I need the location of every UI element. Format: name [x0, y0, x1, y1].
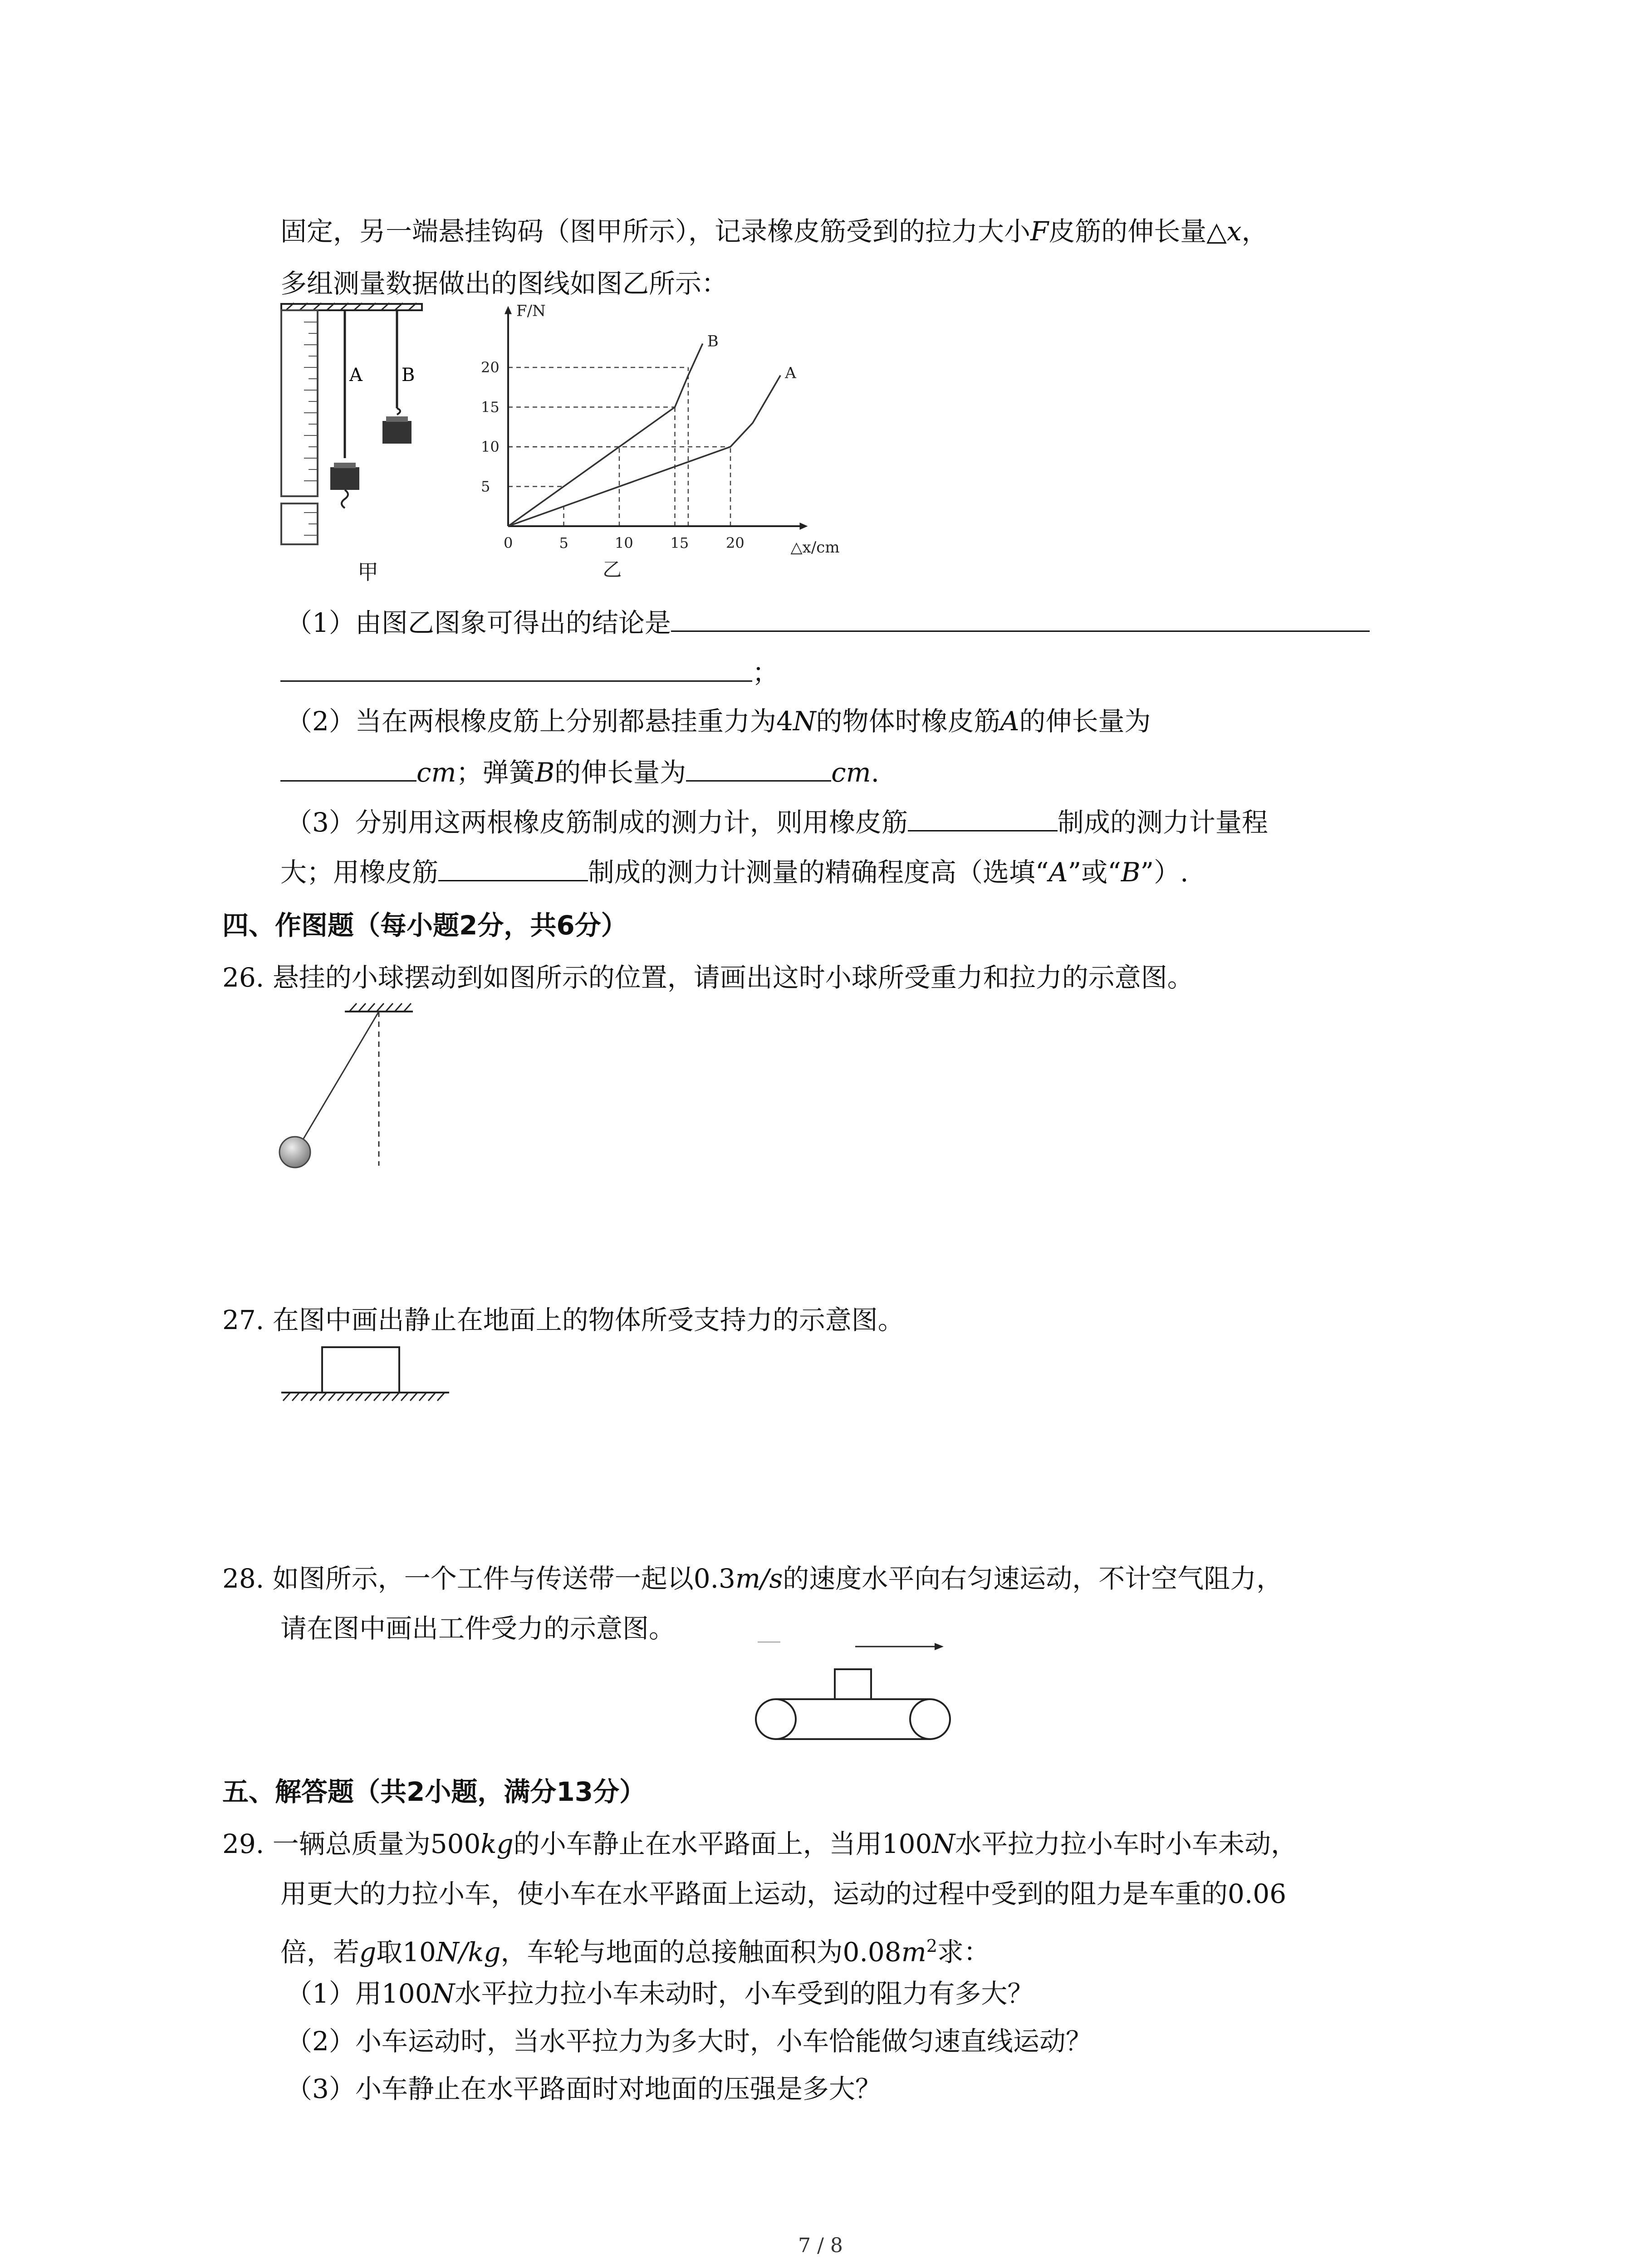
q29-text-3c: ，车轮与地面的总接触面积为0.08	[500, 1936, 901, 1968]
right-roller	[910, 1699, 950, 1739]
band-b-label: B	[402, 365, 415, 386]
y-axis-title: F/N	[516, 302, 546, 320]
answer-blank-1b[interactable]	[280, 653, 752, 682]
unit-m-per-s: m/s	[735, 1563, 783, 1594]
q25-p3-mid: 制成的测力计量程	[1057, 807, 1268, 838]
q25-part1-cont	[280, 653, 779, 691]
q25-part2-cont	[280, 753, 879, 791]
pendulum-figure	[268, 998, 422, 1179]
y-tick-label: 5	[481, 478, 490, 495]
intro-line-2: 多组测量数据做出的图线如图乙所示：	[280, 268, 728, 299]
q25-p2-dot: .	[871, 757, 880, 788]
q25-p1-text: （1）由图乙图象可得出的结论是	[286, 607, 671, 638]
q25-p1-end: ；	[752, 657, 779, 688]
y-tick-label: 20	[481, 359, 500, 376]
x-tick-label: 0	[504, 534, 513, 552]
intro-line-1	[280, 213, 1268, 249]
q28-line1	[222, 1560, 1283, 1597]
q25-p2-post2: 的伸长量为	[554, 757, 686, 788]
q25-p3-l2-post: 制成的测力计测量的精确程度高（选填“	[588, 857, 1049, 888]
q29-line2: 用更大的力拉小车，使小车在水平路面上运动，运动的过程中受到的阻力是车重的0.06	[280, 1878, 1287, 1909]
q29-number: 29.	[222, 1828, 265, 1859]
var-g: g	[359, 1936, 377, 1968]
pendulum-ball	[279, 1137, 310, 1168]
left-roller	[756, 1699, 796, 1739]
q26-text: 悬挂的小球摆动到如图所示的位置，请画出这时小球所受重力和拉力的示意图。	[272, 962, 1194, 993]
var-B: B	[535, 757, 555, 788]
q28-line2: 请在图中画出工件受力的示意图。	[280, 1613, 676, 1644]
x-tick-label: 20	[726, 534, 745, 552]
q29-s1-a: （1）用100	[286, 1978, 432, 2009]
q29-text-3b: 取10	[376, 1936, 436, 1968]
q28-number: 28.	[222, 1563, 265, 1594]
chart-caption: 乙	[603, 558, 622, 581]
y-tick-label: 10	[481, 438, 500, 455]
q27	[222, 1302, 904, 1338]
q29-sub1	[286, 1975, 1034, 2012]
block	[322, 1347, 399, 1393]
intro-text: 固定，另一端悬挂钩码（图甲所示），记录橡皮筋受到的拉力大小	[280, 216, 1031, 247]
unit-kg: kg	[480, 1828, 514, 1859]
block-on-ground-figure	[277, 1338, 454, 1411]
q29-text-3d: 求：	[937, 1936, 990, 1968]
x-tick-label: 5	[559, 534, 568, 552]
intro-text-2: 皮筋的伸长量△	[1048, 216, 1227, 247]
series-line-B	[508, 344, 703, 527]
q27-text: 在图中画出静止在地面上的物体所受支持力的示意图。	[272, 1305, 904, 1335]
q29-text-1b: 的小车静止在水平路面上，当用100	[513, 1828, 932, 1859]
page-number: 7 / 8	[798, 2234, 843, 2257]
q25-part1	[286, 603, 1370, 641]
series-label-A: A	[785, 364, 796, 382]
intro-end: ，	[1241, 216, 1268, 247]
q29-text-3a: 倍，若	[280, 1936, 360, 1968]
var-x: x	[1226, 216, 1242, 247]
q25-p3-or: ”或“	[1068, 857, 1121, 888]
series-line-A	[508, 376, 780, 527]
y-axis-arrow	[505, 306, 512, 314]
unit-cm-2: cm	[831, 757, 871, 788]
unit-m-exponent: 2	[926, 1936, 937, 1956]
unit-N-per-kg: N/kg	[436, 1936, 501, 1968]
x-axis-arrow	[800, 523, 808, 530]
q29-text-1c: 水平拉力拉小车时小车未动，	[955, 1828, 1298, 1859]
answer-blank-2b[interactable]	[686, 753, 831, 782]
q25-p2-post: 的伸长量为	[1019, 706, 1151, 737]
q28-text-2: 的速度水平向右匀速运动，不计空气阻力，	[783, 1563, 1283, 1594]
option-B: B	[1121, 857, 1141, 888]
q27-number: 27.	[222, 1305, 265, 1335]
q25-part2	[286, 703, 1151, 739]
answer-blank-2a[interactable]	[280, 753, 416, 782]
x-tick-label: 10	[615, 534, 633, 552]
band-a-label: A	[349, 365, 362, 386]
var-F: F	[1030, 216, 1049, 247]
q25-p3-end: ”）.	[1140, 857, 1189, 888]
section-4-heading: 四、作图题（每小题2分，共6分）	[222, 910, 627, 941]
unit-N-3: N	[431, 1978, 455, 2009]
series-label-B: B	[707, 332, 719, 351]
unit-m: m	[901, 1936, 926, 1968]
figure-jia-label: 甲	[358, 560, 378, 584]
unit-N-2: N	[932, 1828, 955, 1859]
q29-line3	[280, 1928, 990, 1970]
q29-s1-b: 水平拉力拉小车未动时，小车受到的阻力有多大？	[455, 1978, 1034, 2009]
answer-blank-3a[interactable]	[908, 803, 1058, 831]
figure-yi-chart	[454, 290, 840, 590]
x-axis-title: △x/cm	[790, 538, 840, 557]
q25-p2-text: （2）当在两根橡皮筋上分别都悬挂重力为4	[286, 706, 793, 737]
q25-part3	[286, 803, 1268, 841]
section-5-heading: 五、解答题（共2小题，满分13分）	[222, 1776, 646, 1807]
q26-number: 26.	[222, 962, 265, 993]
workpiece	[835, 1669, 871, 1699]
q29-text-1a: 一辆总质量为500	[272, 1828, 481, 1859]
var-A: A	[1000, 706, 1019, 737]
q25-p3-l2-pre: 大；用橡皮筋	[280, 857, 439, 888]
q26	[222, 959, 1194, 996]
q25-p2-semi: ；弹簧	[456, 757, 535, 788]
unit-cm: cm	[416, 757, 456, 788]
q29-sub3: （3）小车静止在水平路面时对地面的压强是多大？	[286, 2073, 882, 2104]
q25-p2-mid: 的物体时橡皮筋	[816, 706, 1000, 737]
option-A: A	[1048, 857, 1068, 888]
q29-line1	[222, 1826, 1297, 1862]
q28-text-1: 如图所示，一个工件与传送带一起以0.3	[272, 1563, 735, 1594]
answer-blank-3b[interactable]	[438, 853, 588, 881]
answer-blank-1a[interactable]	[671, 603, 1370, 632]
conveyor-belt-figure	[753, 1633, 971, 1742]
figure-jia	[272, 299, 426, 590]
x-tick-label: 15	[670, 534, 689, 552]
y-tick-label: 15	[481, 398, 500, 416]
q29-sub2: （2）小车运动时，当水平拉力为多大时，小车恰能做匀速直线运动？	[286, 2026, 1092, 2057]
unit-N: N	[793, 706, 816, 737]
q25-part3-cont	[280, 853, 1189, 890]
q25-p3-text: （3）分别用这两根橡皮筋制成的测力计，则用橡皮筋	[286, 807, 908, 838]
